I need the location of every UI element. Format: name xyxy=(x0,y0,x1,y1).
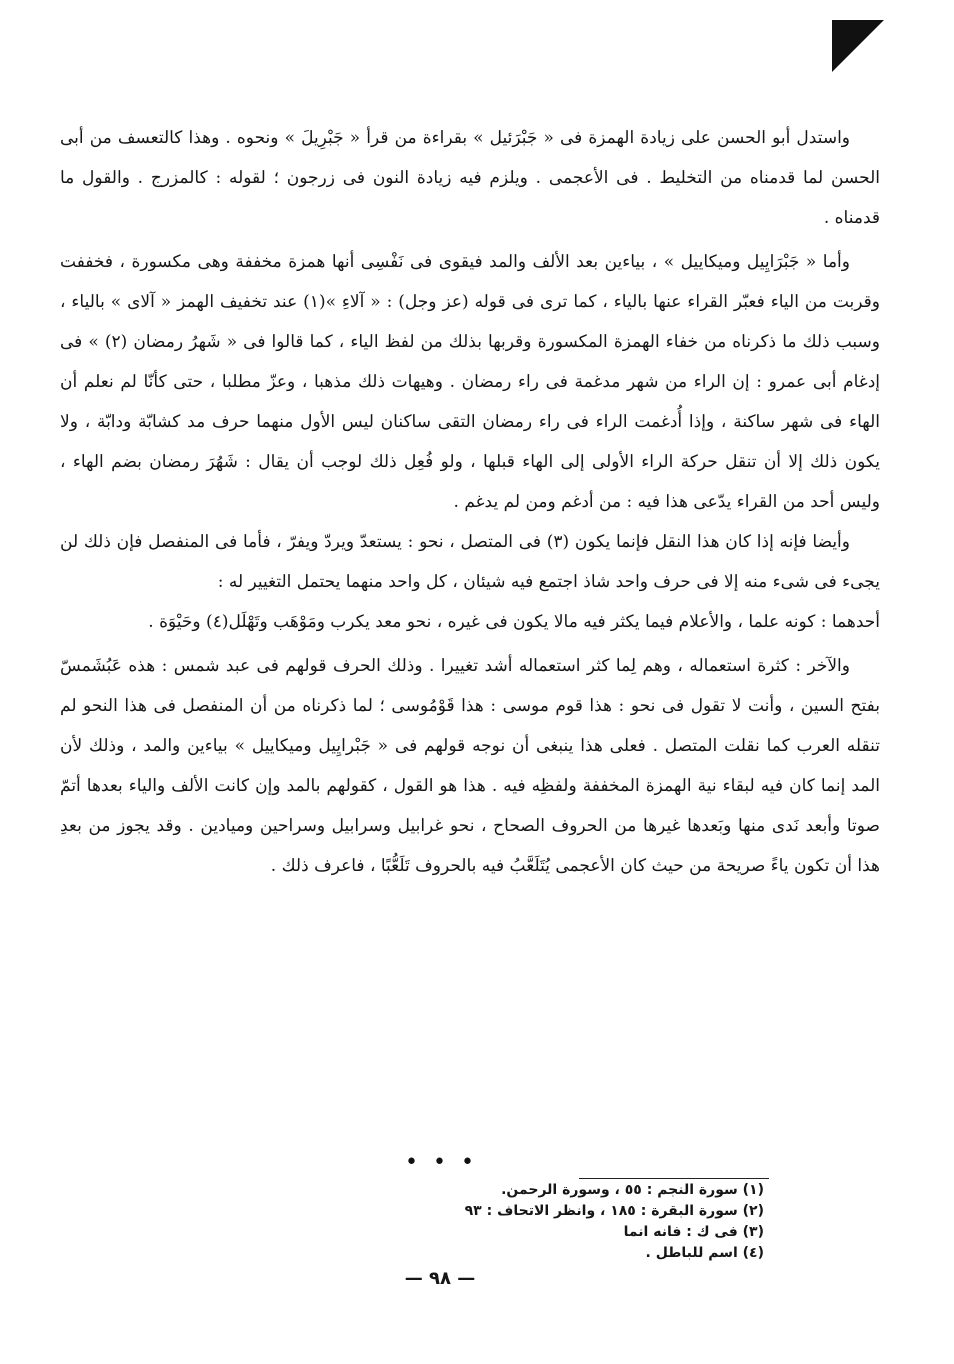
footnote-3: (٣) فى ك : فانه انما xyxy=(623,1224,764,1240)
section-separator: • • • xyxy=(405,1150,478,1175)
footnote-divider xyxy=(579,1178,769,1179)
page-body xyxy=(60,118,880,886)
footnote-2: (٢) سورة البقرة : ١٨٥ ، وانظر الاتحاف : ٩٣ xyxy=(464,1203,764,1219)
footnote-4: (٤) اسم للباطل . xyxy=(645,1245,764,1261)
corner-triangle-mark xyxy=(832,20,884,72)
footnote-1: (١) سورة النجم : ٥٥ ، وسورة الرحمن. xyxy=(501,1182,764,1198)
paragraph-5: والآخر : كثرة استعماله ، وهم لِما كثر استعماله أشد تغييرا . وذلك الحرف قولهم فى عبد شمس : هذه عَبُشَمسّ بفتح السين ، وأنت لا تقول فى نحو : هذا قوم موسى : هذا قَوْمُوسى ؛ لما ذكرناه من أن المنفصل فى هذا النحو لم تنقله العرب كما نقلت المتصل . فعلى هذا ينبغى أن نوجه قولهم فى « جَبْرايِيل وميكاييل » بياءين والمد ، وذلك لأن المد إنما كان فيه لبقاء نية الهمزة المخففة ولفظِه فيه . هذا هو القول ، كقولهم بالمد وإن كانت الألف والياء بعدها أتمّ صوتا وأبعد نَدى منها وبَعدها غيرها من الحروف الصحاح ، نحو غرابيل وسرابيل وسراحين وميادين . وقد يجوز من بعدِ هذا أن تكون ياءً صريحة من حيث كان الأعجمى يُتَلَعَّبُ فيه بالحروف تَلَعُّبًا ، فاعرف ذلك . xyxy=(60,656,880,876)
page-number: — ٩٨ — xyxy=(404,1268,476,1289)
paragraph-4: أحدهما : كونه علما ، والأعلام فيما يكثر فيه مالا يكون فى غيره ، نحو معد يكرب ومَوْهَب وتَهْلَل(٤) وحَيْوَة . xyxy=(148,612,880,632)
footnotes xyxy=(384,1180,764,1264)
paragraph-1: واستدل أبو الحسن على زيادة الهمزة فى « جَبْرَئيل » بقراءة من قرأ « جَبْرِيلَ » ونحوه . وهذا كالتعسف من أبى الحسن لما قدمناه من التخليط . فى الأعجمى . ويلزم فيه زيادة النون فى زرجون ؛ لقوله : كالمزرج . والقول ما قدمناه . xyxy=(60,128,880,228)
paragraph-3: وأيضا فإنه إذا كان هذا النقل فإنما يكون (٣) فى المتصل ، نحو : يستعدّ ويردّ ويفرّ ، فأما فى المنفصل فإن ذلك لن يجىء فى شىء منه إلا فى حرف واحد شاذ اجتمع فيه شيئان ، كل واحد منهما يحتمل التغيير له : xyxy=(60,532,880,592)
paragraph-2: وأما « جَبْرَايِيل وميكاييل » ، بياءين بعد الألف والمد فيقوى فى نَفْسِى أنها همزة مخففة وهى مكسورة ، فخففت وقربت من الياء فعبّر القراء عنها بالياء ، كما ترى فى قوله (عز وجل) : « آلاءِ »(١) عند تخفيف الهمز « آلاى » بالياء ، وسبب ذلك ما ذكرناه من خفاء الهمزة المكسورة وقربها بذلك من لفظ الياء ، كما قالوا فى « شَهرُ رمضان (٢) » فى إدغام أبى عمرو : إن الراء من شهر مدغمة فى راء رمضان . وهيهات ذلك مذهبا ، وعزّ مطلبا ، حتى كأنّا لم نعلم أن الهاء فى شهر ساكنة ، وإذا أُدغمت الراء فى راء رمضان التقى ساكنان ليس الأول منهما حرف مد كشابّة ودابّة ، ولا يكون ذلك إلا أن تنقل حركة الراء الأولى إلى الهاء قبلها ، ولو فُعِل ذلك لوجب أن يقال : شَهُرَ رمضان بضم الهاء ، وليس أحد من القراء يدّعى هذا فيه : من أدغم ومن لم يدغم . xyxy=(60,252,881,512)
